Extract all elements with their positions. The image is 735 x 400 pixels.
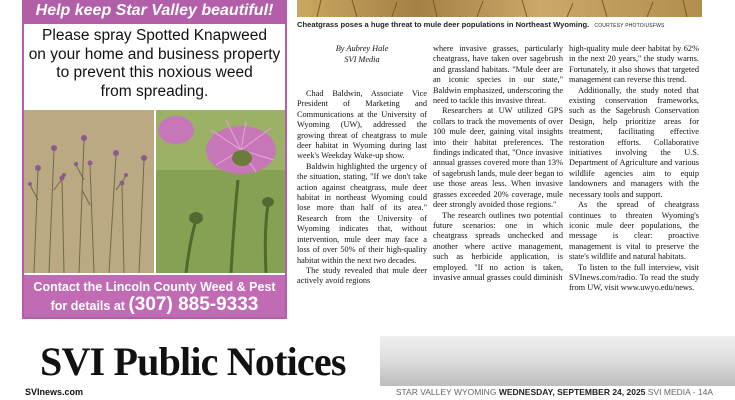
ad-contact-line: Contact the Lincoln County Weed & Pest [33, 280, 276, 294]
ad-body-line: to prevent this noxious weed [56, 64, 253, 81]
article-paragraph: Baldwin highlighted the urgency of the situation, stating, "If we don't take action against cheatgrass, mule deer habitat in northeast Wyoming could lose more than half of its area." Research from the University of Wyoming indicates that, without intervention, mule deer may face a loss of over 50% of their high-quality habitat within the next two decades. [297, 161, 427, 265]
ad-body-line: on your home and business property [28, 45, 281, 63]
cheatgrass-photo [297, 0, 702, 17]
knapweed-flower-photo [156, 110, 287, 273]
byline [297, 44, 427, 65]
photo-caption [297, 20, 707, 29]
page-footer [0, 386, 735, 400]
ad-details-prefix: for details at [50, 299, 125, 313]
article-paragraph: The study revealed that mule deer actively avoid regions [297, 265, 427, 286]
article-paragraph: Chad Baldwin, Associate Vice President of Marketing and Communications at the University of Wyoming (UW), addressed the growing threat of cheatgrass to mule deer habitat in Wyoming during last week's Weekday Wake-up show. [297, 89, 427, 161]
ad-body-line: from spreading. [100, 82, 209, 100]
byline-name: By Aubrey Hale [335, 44, 389, 53]
banner-landscape [380, 336, 735, 388]
article-paragraph: As the spread of cheatgrass continues to threaten Wyoming's iconic mule deer populations, the message is clear: proactive management is vital to preserve the state's wildlife and natural habitats. [569, 200, 699, 262]
ad-phone: (307) 885-9333 [128, 294, 259, 315]
article-paragraph: high-quality mule deer habitat by 62% in the next 20 years," the study warns. Fortunately, it also shows that targeted management can reverse this trend. [569, 44, 699, 85]
article-column-3 [569, 44, 699, 294]
banner-title: SVI Public Notices [40, 339, 346, 384]
caption-text: Cheatgrass poses a huge threat to mule deer populations in Northeast Wyoming. [297, 20, 590, 29]
footer-paper: STAR VALLEY WYOMING [395, 387, 497, 397]
article-paragraph: where invasive grasses, particularly cheatgrass, have taken over sagebrush and grassland habitats. "Mule deer are an iconic species in our state," Baldwin emphasized, underscoring the need to tackle this invasive threat. [433, 44, 563, 106]
article-paragraph: Researchers at UW utilized GPS collars to track the movements of over 100 mule deer, gaining vital insights into their habitat preferences. The findings indicated that, "Once invasive annual grasses covered more than 13% of sagebrush lands, mule deer began to use those areas less. When invasive grasses exceeded 20% coverage, mule deer strongly avoided those regions." [433, 106, 563, 210]
byline-org: SVI Media [344, 54, 380, 64]
knapweed-field-photo [24, 110, 154, 273]
footer-folio [396, 387, 713, 397]
photo-credit: COURTESY PHOTO/USFWS [594, 23, 665, 29]
footer-date: WEDNESDAY, SEPTEMBER 24, 2025 [498, 387, 646, 397]
article-column-2 [433, 44, 563, 283]
ad-phone-line [24, 295, 285, 316]
ad-body-line: Please spray Spotted Knapweed [42, 27, 267, 44]
article-paragraph: The research outlines two potential future scenarios: one in which cheatgrass spreads unchecked and another where active management, such as herbicide application, is employed. "If no action is taken, invasive annual grasses could diminish [433, 210, 563, 282]
ad-body [24, 27, 285, 101]
ad-headline: Help keep Star Valley beautiful! [24, 2, 285, 24]
ad-contact [24, 275, 285, 319]
footer-site: SVInews.com [25, 387, 84, 397]
footer-section: SVI MEDIA - 14A [647, 387, 713, 397]
article-paragraph: To listen to the full interview, visit SVInews.com/radio. To read the study from UW, visit www.uwyo.edu/news. [569, 262, 699, 293]
article-column-1 [297, 44, 427, 287]
article-paragraph: Additionally, the study noted that existing conservation frameworks, such as the Sagebrush Conservation Design, help prioritize areas for treatment, facilitating effective restoration efforts. Collaborative initiatives involving the U.S. Department of Agriculture and various wildlife agencies aim to equip landowners and managers with the necessary tools and support. [569, 85, 699, 199]
knapweed-ad [22, 0, 287, 319]
